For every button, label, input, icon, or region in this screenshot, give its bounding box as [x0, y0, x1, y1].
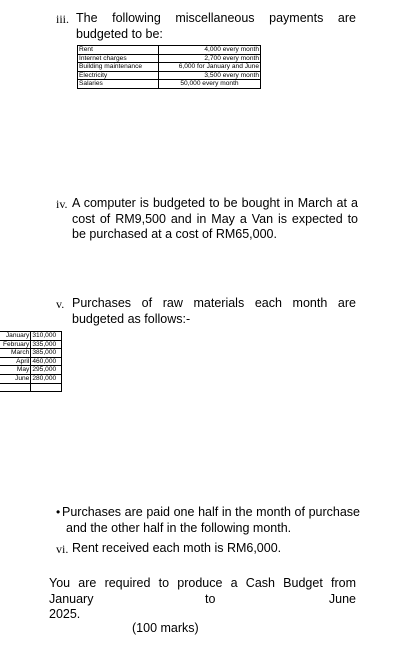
table-row [78, 63, 261, 72]
requirement-to: to [205, 591, 216, 606]
requirement-line2 [49, 592, 356, 608]
marks-label: (100 marks) [132, 621, 199, 635]
table-row [0, 357, 62, 366]
table-row [0, 340, 62, 349]
item-iii-line2: budgeted to be: [76, 26, 163, 41]
item-iii-line1: The following miscellaneous payments are [76, 11, 356, 25]
item-numeral: v. [56, 297, 65, 311]
requirement [49, 576, 356, 623]
item-iii [56, 11, 356, 42]
raw-materials-table [0, 331, 62, 392]
table-cell: Internet charges [78, 54, 159, 63]
table-cell: Electricity [78, 71, 159, 80]
table-cell: May [0, 366, 31, 375]
bullet-icon: • [56, 505, 61, 519]
table-row [0, 349, 62, 358]
table-cell: 3,500 every month [158, 71, 260, 80]
bullet-note [56, 505, 360, 536]
item-vi-text: Rent received each moth is RM6,000. [72, 541, 282, 555]
table-cell [0, 383, 31, 392]
table-cell: 335,000 [31, 340, 62, 349]
item-iv-line3: be purchased at a cost of RM65,000. [72, 227, 277, 241]
item-iv [56, 196, 358, 243]
table-row [78, 71, 261, 80]
item-numeral: iii. [56, 12, 70, 26]
table-cell: 460,000 [31, 357, 62, 366]
table-row [0, 332, 62, 341]
table-cell: 280,000 [31, 374, 62, 383]
table-row [0, 383, 62, 392]
table-cell: Rent [78, 46, 159, 55]
table-cell: February [0, 340, 31, 349]
table-cell: 6,000 for January and June [158, 63, 260, 72]
item-v-line1: Purchases of raw materials each month are [72, 296, 356, 310]
table-cell: January [0, 332, 31, 341]
table-cell: 2,700 every month [158, 54, 260, 63]
item-iv-line1: A computer is budgeted to be bought in March at a [72, 196, 358, 210]
item-numeral: vi. [56, 542, 69, 556]
bullet-note-line2: and the other half in the following month. [66, 520, 292, 535]
item-v-line2: budgeted as follows:- [72, 311, 191, 326]
table-cell: March [0, 349, 31, 358]
table-cell: June [0, 374, 31, 383]
table-row [78, 54, 261, 63]
item-iv-line2: cost of RM9,500 and in May a Van is expected to [72, 211, 358, 226]
table-row [0, 374, 62, 383]
table-cell: 50,000 every month [158, 80, 260, 89]
table-row [78, 46, 261, 55]
table-cell: 295,000 [31, 366, 62, 375]
item-v [56, 296, 356, 327]
item-vi [56, 541, 356, 557]
table-cell: 310,000 [31, 332, 62, 341]
table-cell: 385,000 [31, 349, 62, 358]
table-cell: April [0, 357, 31, 366]
requirement-line3: 2025. [49, 607, 81, 621]
requirement-from-month: January [49, 591, 94, 606]
item-numeral: iv. [56, 197, 68, 211]
requirement-to-month: June [328, 591, 356, 606]
table-cell: 4,000 every month [158, 46, 260, 55]
table-cell: Salaries [78, 80, 159, 89]
bullet-note-line1: Purchases are paid one half in the month of purchase [62, 505, 360, 519]
requirement-line1: You are required to produce a Cash Budget from [49, 576, 356, 590]
table-cell: Building maintenance [78, 63, 159, 72]
table-cell [31, 383, 62, 392]
table-row [78, 80, 261, 89]
misc-payments-table [77, 45, 261, 89]
table-row [0, 366, 62, 375]
